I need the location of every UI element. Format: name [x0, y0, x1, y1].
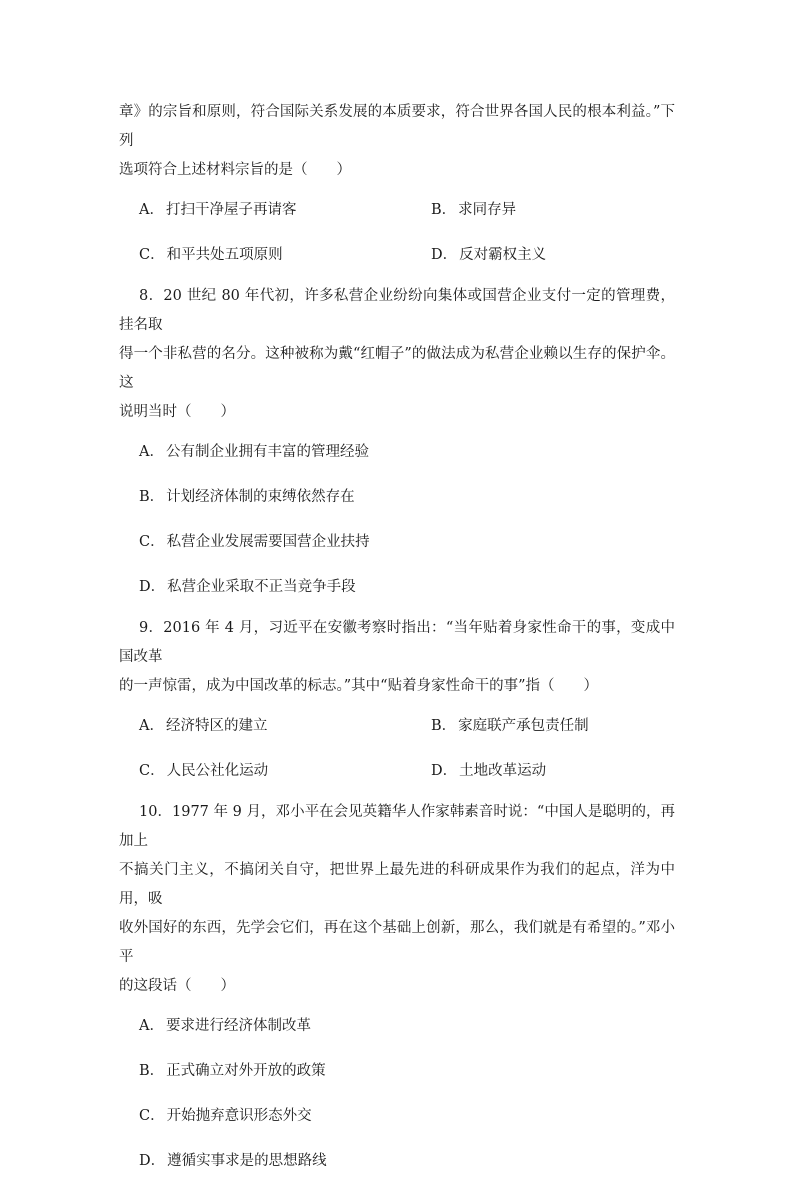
option-letter: D． [431, 763, 458, 779]
question-8-option-a [119, 428, 675, 473]
question-7-options-row-1 [119, 186, 675, 231]
question-7-option-b [411, 198, 516, 219]
option-text: 经济特区的建立 [165, 718, 268, 734]
question-7-option-a [119, 198, 411, 219]
question-9-option-b [411, 714, 589, 735]
question-7 [119, 98, 675, 276]
question-10-stem-line-2: 不搞关门主义，不搞闭关自守，把世界上最先进的科研成果作为我们的起点，洋为中用，吸 [119, 862, 675, 907]
question-10-option-b [119, 1047, 675, 1092]
question-7-stem-line-1: 章》的宗旨和原则，符合国际关系发展的本质要求，符合世界各国人民的根本利益。”下列 [119, 104, 675, 149]
option-letter: D． [431, 247, 458, 263]
option-text: 和平共处五项原则 [166, 247, 283, 263]
question-9-option-d [411, 759, 546, 780]
question-9-options-row-1 [119, 702, 675, 747]
option-letter: A． [139, 202, 164, 218]
option-text: 土地改革运动 [459, 763, 547, 779]
option-text: 计划经济体制的束缚依然存在 [166, 489, 355, 505]
question-7-option-d [411, 243, 546, 264]
option-text: 私营企业发展需要国营企业扶持 [166, 534, 370, 550]
question-9-options-row-2 [119, 747, 675, 792]
option-letter: A． [139, 718, 164, 734]
question-8-stem-line-1: 8．20 世纪 80 年代初，许多私营企业纷纷向集体或国营企业支付一定的管理费，挂名取 [119, 288, 675, 333]
question-10-option-d [119, 1137, 675, 1182]
option-letter: D． [139, 579, 166, 595]
option-letter: D． [139, 1153, 166, 1169]
question-10-stem-line-3: 收外国好的东西，先学会它们，再在这个基础上创新，那么，我们就是有希望的。”邓小平 [119, 920, 675, 965]
question-7-options-row-2 [119, 231, 675, 276]
option-letter: C． [139, 247, 165, 263]
option-text: 家庭联产承包责任制 [458, 718, 589, 734]
option-letter: B． [431, 718, 457, 734]
question-8-option-d [119, 563, 675, 608]
option-letter: C． [139, 1108, 165, 1124]
option-text: 遵循实事求是的思想路线 [167, 1153, 327, 1169]
question-7-option-c [119, 243, 411, 264]
question-content [119, 98, 675, 1182]
question-8-option-c [119, 518, 675, 563]
option-text: 正式确立对外开放的政策 [166, 1063, 326, 1079]
question-9-option-c [119, 759, 411, 780]
option-letter: C． [139, 763, 165, 779]
question-8 [119, 282, 675, 608]
question-9-option-a [119, 714, 411, 735]
question-8-stem-line-2: 得一个非私营的名分。这种被称为戴“红帽子”的做法成为私营企业赖以生存的保护伞。这 [119, 346, 675, 391]
question-10-stem-line-4: 的这段话（ ） [119, 978, 235, 994]
option-letter: A． [139, 444, 164, 460]
option-text: 打扫干净屋子再请客 [165, 202, 297, 218]
option-text: 公有制企业拥有丰富的管理经验 [165, 444, 369, 460]
option-text: 人民公社化运动 [166, 763, 269, 779]
question-7-stem-line-2: 选项符合上述材料宗旨的是（ ） [119, 162, 351, 178]
option-letter: B． [431, 202, 457, 218]
option-letter: C． [139, 534, 165, 550]
question-9-stem-line-1: 9．2016 年 4 月，习近平在安徽考察时指出：“当年贴着身家性命干的事，变成中国改革 [119, 620, 675, 665]
option-text: 私营企业采取不正当竞争手段 [167, 579, 356, 595]
option-text: 要求进行经济体制改革 [165, 1018, 311, 1034]
option-text: 开始抛弃意识形态外交 [166, 1108, 312, 1124]
option-text: 求同存异 [458, 202, 517, 218]
question-10-stem-line-1: 10．1977 年 9 月，邓小平在会见英籍华人作家韩素音时说：“中国人是聪明的，再加上 [119, 804, 675, 849]
option-text: 反对霸权主义 [459, 247, 547, 263]
option-letter: A． [139, 1018, 164, 1034]
question-8-stem-line-3: 说明当时（ ） [119, 404, 235, 420]
question-9 [119, 614, 675, 792]
question-10 [119, 798, 675, 1182]
question-10-option-a [119, 1002, 675, 1047]
question-10-option-c [119, 1092, 675, 1137]
option-letter: B． [139, 1063, 165, 1079]
question-9-stem-line-2: 的一声惊雷，成为中国改革的标志。”其中“贴着身家性命干的事”指（ ） [119, 678, 598, 694]
question-8-option-b [119, 473, 675, 518]
option-letter: B． [139, 489, 165, 505]
